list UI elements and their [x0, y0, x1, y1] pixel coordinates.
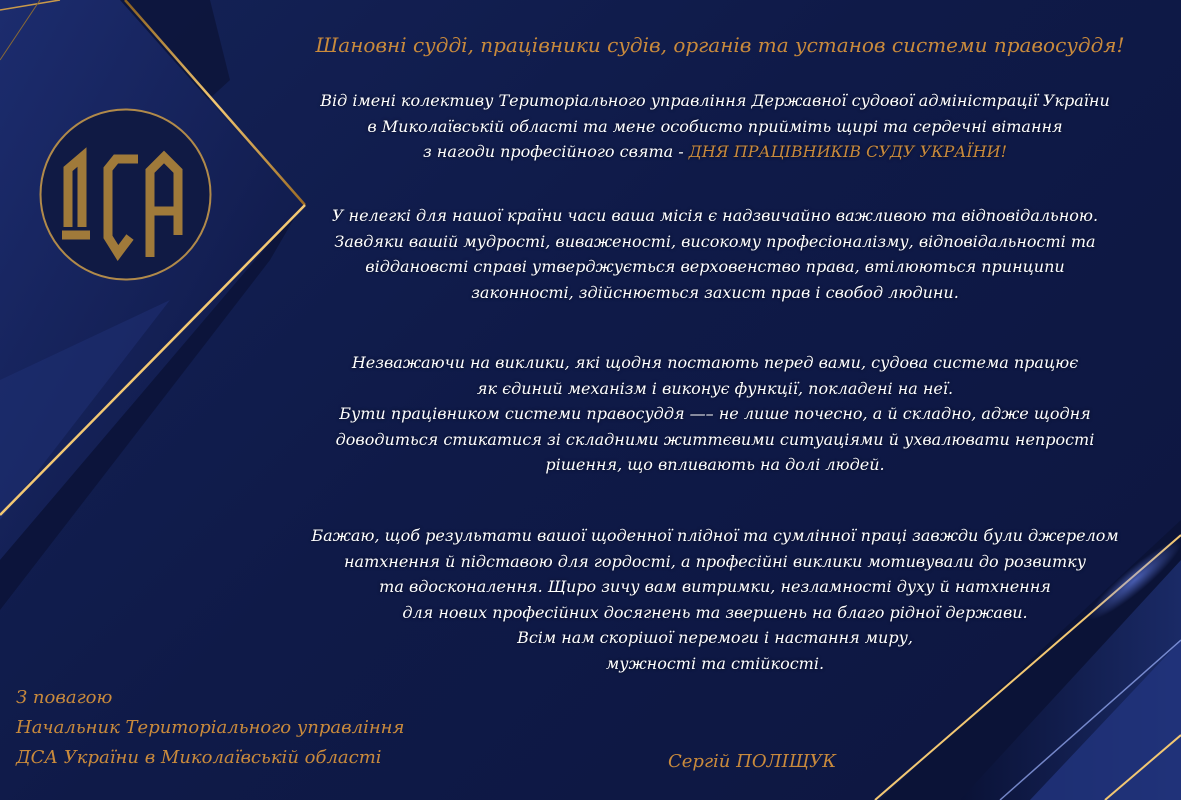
paragraph-line: Від імені колективу Територіального управління Державної судової адміністрації України [320, 91, 1110, 110]
occasion-prefix: з нагоди професійного свята - [422, 142, 689, 161]
paragraph-wishes [280, 523, 1150, 676]
signoff-block [16, 683, 404, 773]
paragraph-line: У нелегкі для нашої країни часи ваша місія є надзвичайно важливою та відповідальною. [331, 206, 1099, 225]
signoff-line: З повагою [16, 687, 113, 708]
signoff-line: ДСА України в Миколаївській області [16, 747, 382, 768]
paragraph-line: мужності та стійкості. [605, 653, 825, 673]
occasion-highlight: ДНЯ ПРАЦІВНИКІВ СУДУ УКРАЇНИ! [688, 142, 1008, 161]
paragraph-congratulation [280, 88, 1150, 165]
paragraph-line: для нових професійних досягнень та звершень на благо рідної держави. [402, 602, 1028, 622]
paragraph-line: Незважаючи на виклики, які щодня постають перед вами, судова система працює [351, 353, 1079, 372]
paragraph-line: рішення, що впливають на долі людей. [545, 455, 885, 474]
paragraph-line: в Миколаївській області та мене особисто прийміть щирі та сердечні вітання [367, 116, 1063, 136]
paragraph-line: Бажаю, щоб результати вашої щоденної плідної та сумлінної праці завжди були джерелом [311, 526, 1119, 545]
dsa-emblem-icon [38, 107, 213, 282]
signoff-line: Начальник Територіального управління [16, 717, 405, 738]
paragraph-mission [280, 203, 1150, 305]
paragraph-line: Бути працівником системи правосуддя —– не лише почесно, а й складно, адже щодня [339, 404, 1091, 423]
paragraph-challenges [280, 350, 1150, 478]
paragraph-line: законності, здійснюється захист прав і свобод людини. [471, 282, 959, 302]
paragraph-line [280, 139, 1150, 165]
paragraph-line: Завдяки вашій мудрості, виваженості, високому професіоналізму, відповідальності та [334, 231, 1096, 251]
greeting-heading: Шановні судді, працівники судів, органів та установ системи правосуддя! [315, 33, 1125, 57]
signature-name: Сергій ПОЛІЩУК [668, 751, 837, 772]
paragraph-line: як єдиний механізм і виконує функції, покладені на неї. [476, 378, 954, 398]
paragraph-line: доводиться стикатися зі складними життєвими ситуаціями й ухвалювати непрості [335, 429, 1095, 449]
paragraph-line: Всім нам скорішої перемоги і настання миру, [517, 628, 913, 647]
paragraph-line: та вдосконалення. Щиро зичу вам витримки, незламності духу й натхнення [379, 577, 1051, 596]
paragraph-line: віддановсті справі утверджується верховенство права, втілюються принципи [365, 257, 1065, 276]
paragraph-line: натхнення й підставою для гордості, а професійні виклики мотивували до розвитку [344, 551, 1086, 571]
